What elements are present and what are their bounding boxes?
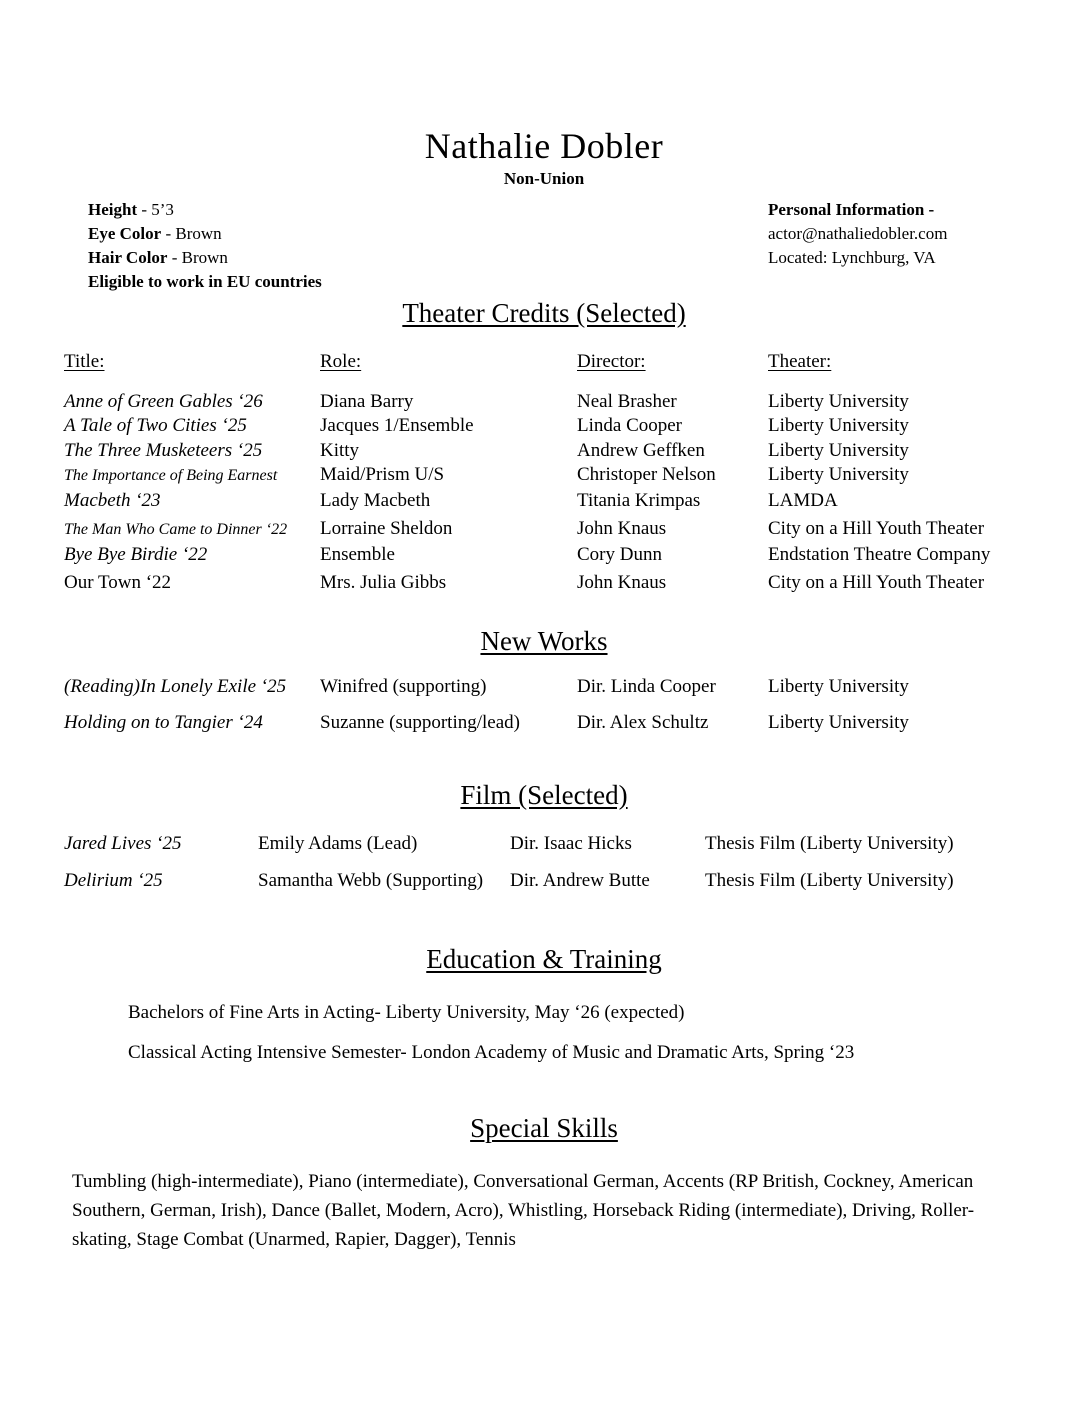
theater-cell: Endstation Theatre Company <box>768 543 991 565</box>
table-row <box>64 711 1024 736</box>
column-header-role: Role: <box>320 351 362 372</box>
role-cell: Kitty <box>320 439 360 461</box>
director-cell: Christoper Nelson <box>577 464 716 485</box>
theater-cell: Liberty University <box>768 415 909 436</box>
theater-cell: Liberty University <box>768 712 909 733</box>
table-row <box>64 571 1024 596</box>
role-cell: Ensemble <box>320 543 395 565</box>
director-cell: Cory Dunn <box>577 543 662 565</box>
table-row <box>64 390 1024 415</box>
theater-credits-heading: Theater Credits (Selected) <box>402 298 686 328</box>
vital-hair-color: Hair Color - Brown <box>88 248 228 267</box>
title-cell: Holding on to Tangier ‘24 <box>64 712 263 733</box>
column-header-director: Director: <box>577 351 646 372</box>
production-cell: Thesis Film (Liberty University) <box>705 832 954 854</box>
vitals-block <box>88 198 322 294</box>
title-cell: Delirium ‘25 <box>64 870 163 891</box>
title-cell: Anne of Green Gables ‘26 <box>64 390 263 412</box>
special-skills-text: Tumbling (high-intermediate), Piano (intermediate), Conversational German, Accents (RP British, Cockney, American Southern, German, Irish), Dance (Ballet, Modern, Acro), Whistling, Horseback Riding (intermediate), Driving, Roller-skating, Stage Combat (Unarmed, Rapier, Dagger), Tennis <box>72 1170 975 1250</box>
title-cell: The Man Who Came to Dinner ‘22 <box>64 521 288 538</box>
director-cell: Andrew Geffken <box>577 439 705 461</box>
theater-cell: Liberty University <box>768 675 909 697</box>
location-text: Located: Lynchburg, VA <box>768 248 936 267</box>
personal-info-block <box>768 198 1024 294</box>
page-title: Nathalie Dobler <box>424 126 664 166</box>
theater-cell: City on a Hill Youth Theater <box>768 572 985 593</box>
vital-eligibility: Eligible to work in EU countries <box>88 272 322 291</box>
role-cell: Lorraine Sheldon <box>320 518 453 539</box>
table-row <box>64 517 1024 543</box>
table-row <box>64 414 1024 439</box>
role-cell: Diana Barry <box>320 390 414 412</box>
production-cell: Thesis Film (Liberty University) <box>705 870 954 891</box>
title-cell: The Three Musketeers ‘25 <box>64 439 263 461</box>
role-cell: Suzanne (supporting/lead) <box>320 712 520 733</box>
film-heading: Film (Selected) <box>460 779 628 810</box>
theater-cell: Liberty University <box>768 464 909 485</box>
personal-info-heading: Personal Information - <box>768 200 935 219</box>
director-cell: Titania Krimpas <box>577 489 701 511</box>
role-cell: Jacques 1/Ensemble <box>320 415 474 436</box>
table-row <box>64 489 1024 514</box>
education-item: Bachelors of Fine Arts in Acting- Liberty University, May ‘26 (expected) <box>128 1001 685 1023</box>
vital-eye-color: Eye Color - Brown <box>88 224 222 243</box>
title-cell: Jared Lives ‘25 <box>64 832 182 854</box>
theater-cell: LAMDA <box>768 489 838 511</box>
director-cell: Dir. Andrew Butte <box>510 870 650 891</box>
director-cell: Neal Brasher <box>577 390 677 412</box>
title-cell: Bye Bye Birdie ‘22 <box>64 543 208 565</box>
table-row <box>64 439 1024 464</box>
column-header-theater: Theater: <box>768 351 832 372</box>
new-works-heading: New Works <box>480 625 608 656</box>
table-row <box>64 832 1024 857</box>
director-cell: Dir. Isaac Hicks <box>510 832 632 854</box>
title-cell: Our Town ‘22 <box>64 572 172 593</box>
role-cell: Maid/Prism U/S <box>320 464 445 485</box>
director-cell: Linda Cooper <box>577 415 683 436</box>
table-row <box>64 675 1024 700</box>
director-cell: John Knaus <box>577 572 667 593</box>
director-cell: John Knaus <box>577 518 667 539</box>
theater-cell: Liberty University <box>768 439 909 461</box>
table-row <box>64 869 1024 894</box>
union-status: Non-Union <box>503 169 585 188</box>
title-cell: (Reading)In Lonely Exile ‘25 <box>64 675 287 697</box>
role-cell: Samantha Webb (Supporting) <box>258 870 484 891</box>
special-skills-heading: Special Skills <box>470 1112 618 1143</box>
director-cell: Dir. Alex Schultz <box>577 712 709 733</box>
role-cell: Mrs. Julia Gibbs <box>320 572 447 593</box>
education-heading: Education & Training <box>426 943 662 974</box>
theater-column-headers <box>64 350 1024 375</box>
title-cell: Macbeth ‘23 <box>64 489 161 511</box>
header-info-row <box>64 198 1024 294</box>
role-cell: Emily Adams (Lead) <box>258 832 418 854</box>
email-text: actor@nathaliedobler.com <box>768 224 948 243</box>
vital-height: Height - 5’3 <box>88 200 174 219</box>
title-cell: The Importance of Being Earnest <box>64 467 278 484</box>
table-row <box>64 463 1024 489</box>
role-cell: Lady Macbeth <box>320 489 431 511</box>
role-cell: Winifred (supporting) <box>320 675 487 697</box>
education-item: Classical Acting Intensive Semester- London Academy of Music and Dramatic Arts, Spring ‘23 <box>128 1041 855 1063</box>
theater-cell: City on a Hill Youth Theater <box>768 518 985 539</box>
theater-cell: Liberty University <box>768 390 909 412</box>
director-cell: Dir. Linda Cooper <box>577 675 716 697</box>
title-cell: A Tale of Two Cities ‘25 <box>64 415 247 436</box>
table-row <box>64 543 1024 568</box>
column-header-title: Title: <box>64 351 105 372</box>
